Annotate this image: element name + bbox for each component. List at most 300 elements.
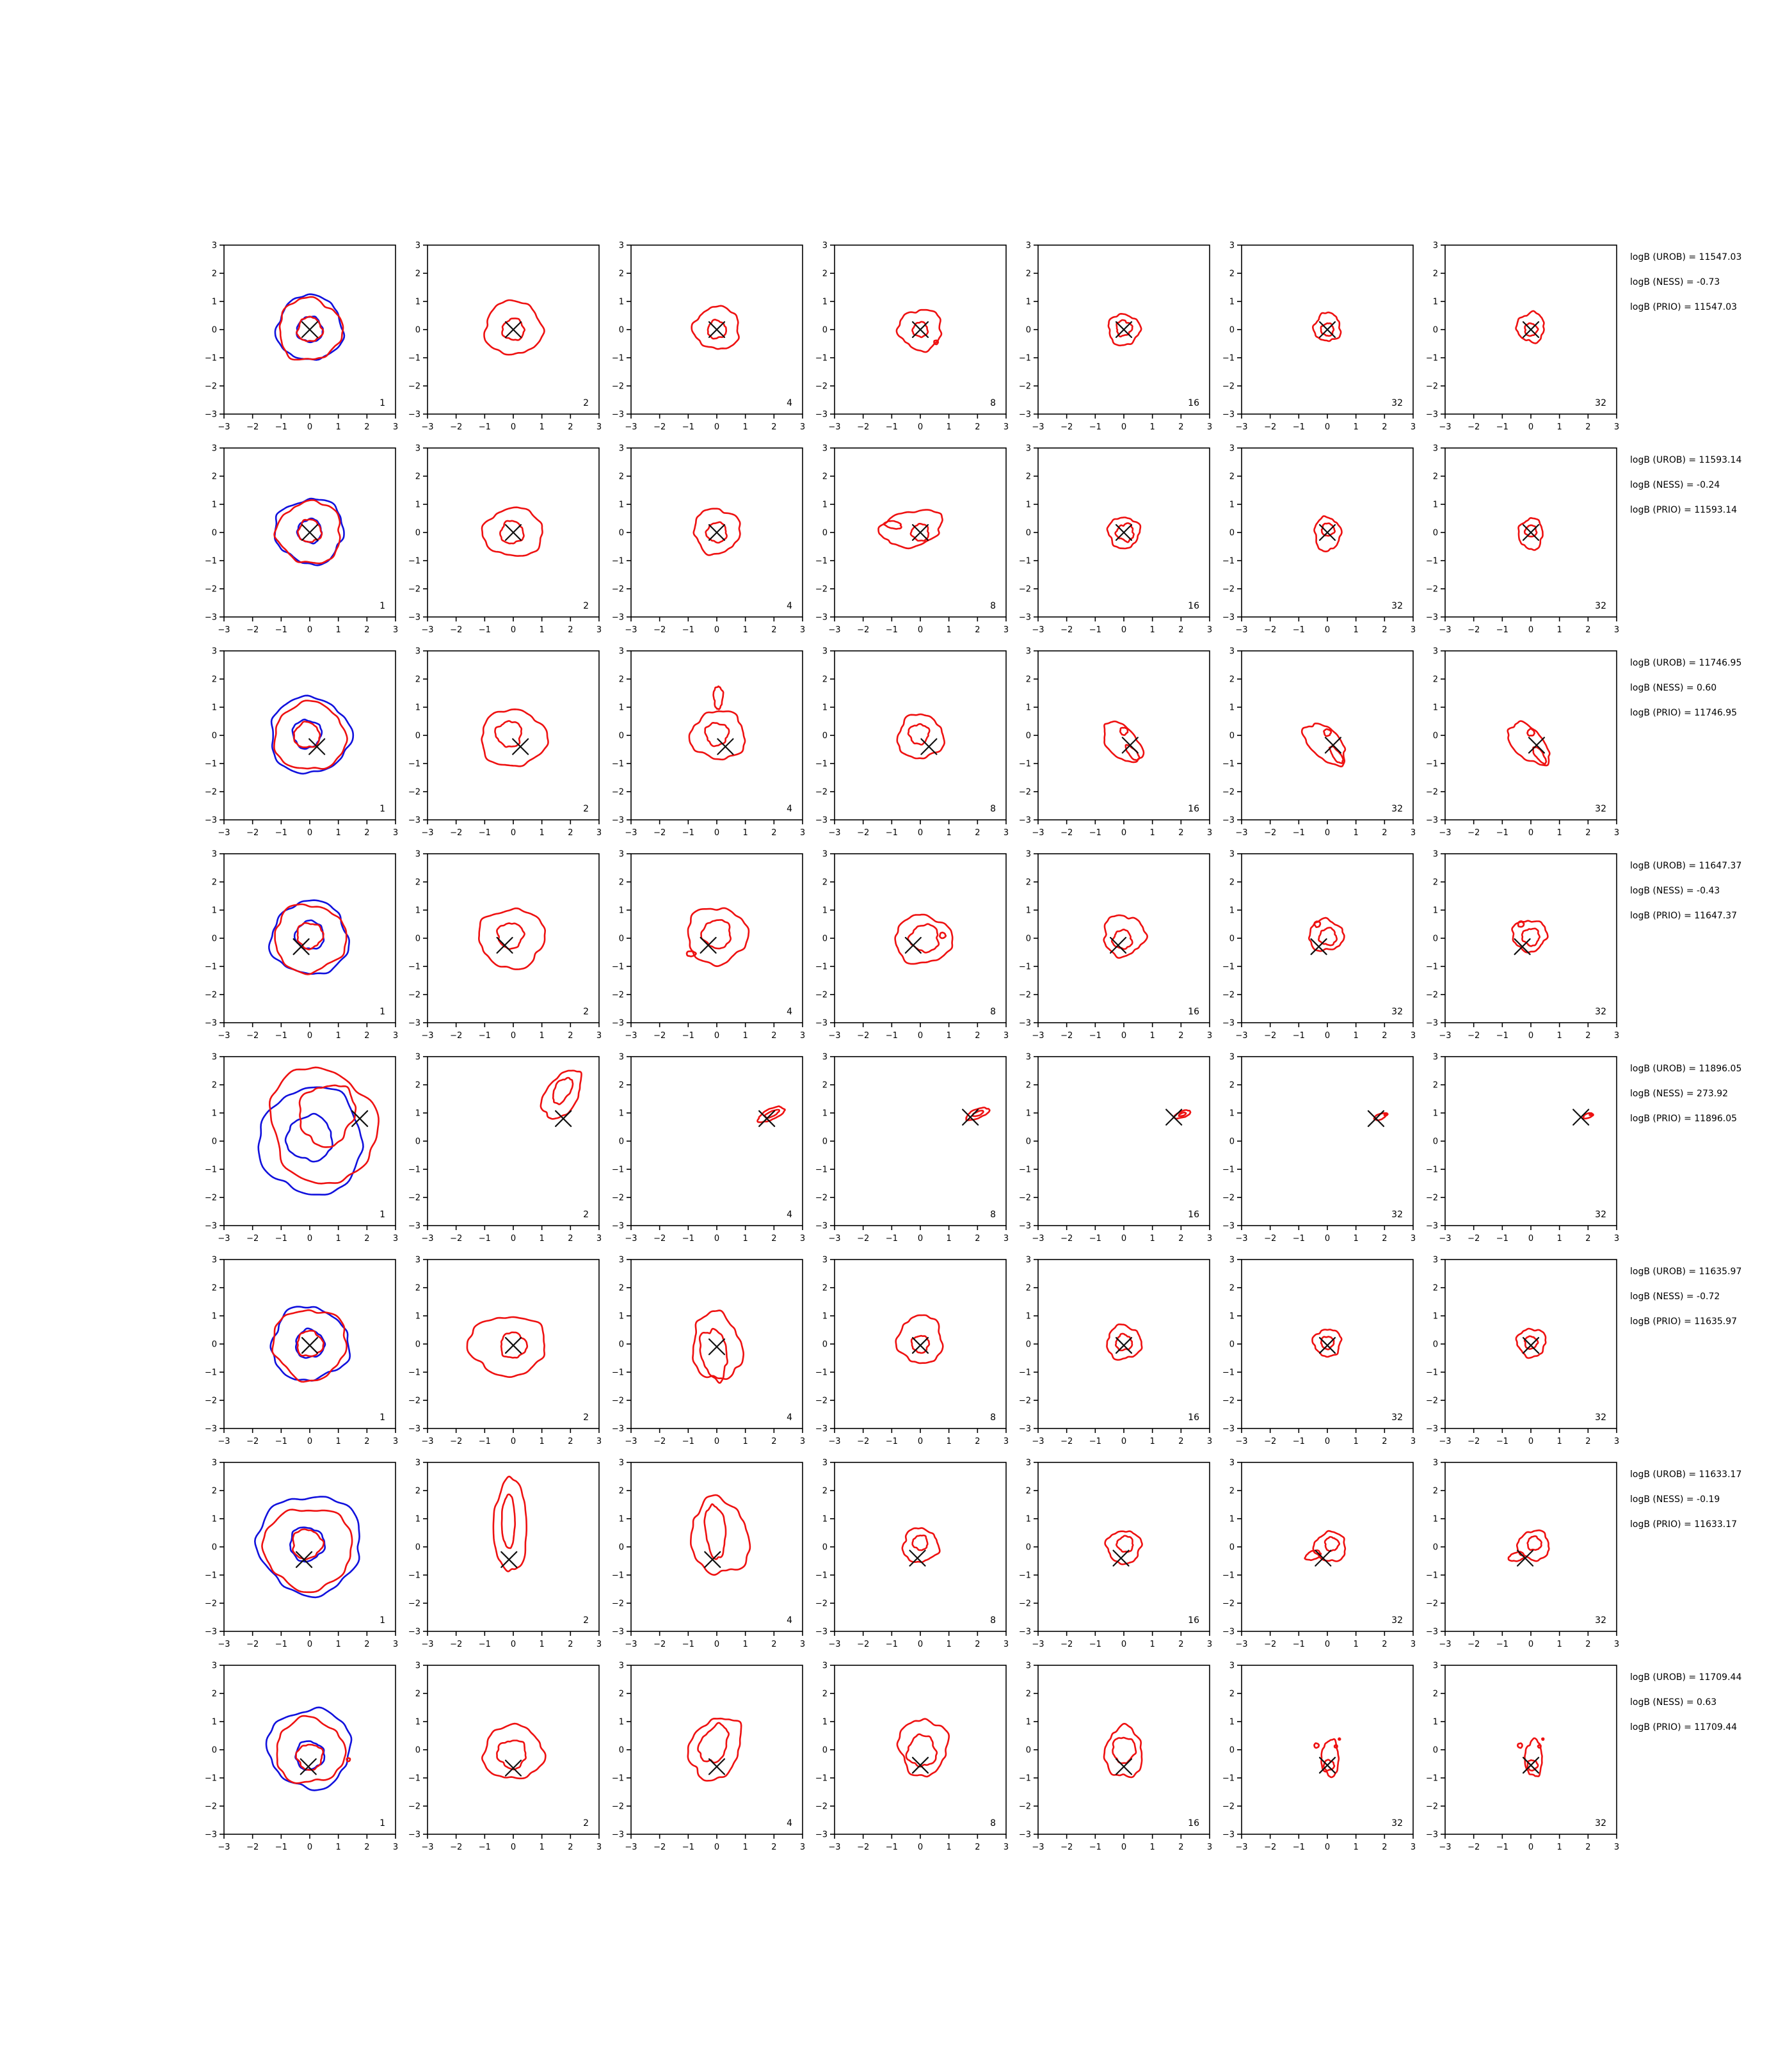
y-tick-label: 3 (822, 646, 828, 657)
x-tick-label: 0 (1121, 1234, 1127, 1244)
y-tick-label: 2 (1229, 675, 1235, 685)
x-tick-label: 3 (1410, 1437, 1416, 1446)
y-tick-label: −3 (815, 612, 828, 623)
x-tick-label: 1 (1556, 1843, 1562, 1852)
y-tick-label: 0 (1025, 528, 1031, 538)
x-tick-label: 0 (510, 1234, 516, 1244)
x-tick-label: −2 (246, 625, 259, 635)
y-tick-label: −1 (408, 759, 420, 769)
y-tick-label: 2 (618, 675, 624, 685)
x-tick-label: 2 (364, 828, 370, 838)
x-tick-label: −3 (1439, 1234, 1452, 1244)
logb-annotation: logB (PRIO) = 11547.03 (1630, 302, 1738, 312)
y-tick-label: 2 (1025, 1486, 1031, 1496)
x-tick-label: −3 (421, 1437, 434, 1446)
axes-spines (224, 854, 396, 1023)
x-tick-label: 2 (771, 422, 777, 432)
x-tick-label: 0 (510, 1843, 516, 1852)
y-tick-label: −3 (204, 612, 217, 623)
y-tick-label: 1 (415, 500, 420, 510)
contour-path (689, 711, 745, 759)
subplot-r5c2 (408, 1053, 602, 1244)
x-tick-label: −2 (450, 1843, 463, 1852)
y-tick-label: 1 (618, 1514, 624, 1524)
contour-path (701, 920, 731, 948)
x-tick-label: 1 (335, 828, 341, 838)
x-tick-label: −2 (857, 422, 870, 432)
y-tick-label: −1 (815, 1368, 828, 1378)
x-tick-label: 2 (364, 422, 370, 432)
y-tick-label: −3 (408, 1018, 420, 1028)
y-tick-label: 2 (415, 1080, 420, 1091)
x-tick-label: −2 (1264, 1031, 1277, 1041)
x-tick-label: −3 (1235, 1640, 1248, 1649)
y-tick-label: 2 (822, 472, 828, 482)
y-tick-label: 0 (822, 1542, 828, 1553)
x-tick-label: −2 (1468, 828, 1480, 838)
x-tick-label: −2 (246, 422, 259, 432)
x-tick-label: −1 (885, 1843, 898, 1852)
subplot-r7c4 (815, 1459, 1009, 1650)
x-tick-label: −3 (1032, 1437, 1044, 1446)
y-tick-label: 2 (618, 1283, 624, 1293)
subplot-r1c5 (1019, 241, 1212, 433)
x-tick-label: 2 (364, 625, 370, 635)
sample-count-label: 32 (1391, 601, 1403, 611)
y-tick-label: −3 (408, 612, 420, 623)
y-tick-label: 3 (211, 849, 217, 860)
subplot-r8c4 (815, 1661, 1009, 1853)
y-tick-label: −3 (1222, 410, 1235, 420)
y-tick-label: 1 (822, 297, 828, 307)
x-tick-label: −3 (828, 625, 841, 635)
y-tick-label: 2 (415, 472, 420, 482)
y-tick-label: −2 (204, 1802, 217, 1812)
x-tick-label: −2 (450, 1640, 463, 1649)
y-tick-label: −1 (408, 353, 420, 364)
y-tick-label: 0 (618, 325, 624, 335)
x-tick-label: −2 (1060, 1031, 1073, 1041)
contour-path (275, 904, 347, 975)
y-tick-label: −1 (815, 1773, 828, 1784)
axes-spines (1445, 1665, 1617, 1834)
subplot-r1c1 (205, 241, 398, 433)
contour-path (1318, 927, 1336, 945)
y-tick-label: −3 (1222, 815, 1235, 826)
x-tick-label: 2 (1585, 625, 1591, 635)
contour-path (1508, 1552, 1524, 1562)
y-tick-label: 2 (1025, 877, 1031, 888)
logb-annotation: logB (NESS) = -0.73 (1630, 277, 1720, 287)
y-tick-label: 2 (1229, 877, 1235, 888)
y-tick-label: 0 (1432, 325, 1438, 335)
x-tick-label: 3 (1206, 828, 1213, 838)
x-tick-label: 3 (596, 828, 602, 838)
y-tick-label: −1 (815, 962, 828, 972)
x-tick-label: −3 (218, 422, 230, 432)
x-tick-label: −3 (1032, 625, 1044, 635)
logb-annotation: logB (NESS) = 0.63 (1630, 1697, 1717, 1708)
x-tick-label: 2 (1585, 1031, 1591, 1041)
y-tick-label: 1 (211, 1311, 217, 1322)
x-tick-label: 1 (946, 1031, 952, 1041)
x-tick-label: 0 (1121, 422, 1127, 432)
x-tick-label: −2 (653, 1843, 666, 1852)
subplot-r5c3 (612, 1053, 805, 1244)
x-tick-label: 2 (771, 1234, 777, 1244)
subplot-r1c7 (1426, 241, 1619, 433)
sample-count-label: 1 (380, 1007, 385, 1017)
x-tick-label: −1 (1496, 1437, 1508, 1446)
x-tick-label: 2 (568, 1437, 573, 1446)
y-tick-label: −2 (1018, 990, 1031, 1000)
x-marker (709, 1339, 724, 1354)
y-tick-label: 3 (618, 1255, 624, 1265)
x-tick-label: 3 (1410, 1031, 1416, 1041)
x-marker (701, 938, 716, 953)
x-tick-label: −2 (653, 1031, 666, 1041)
x-tick-label: 0 (307, 625, 313, 635)
axes-spines (631, 651, 803, 820)
x-tick-label: −2 (450, 422, 463, 432)
y-tick-label: −3 (1222, 1221, 1235, 1231)
x-tick-label: −1 (275, 1031, 287, 1041)
x-tick-label: 3 (1410, 1843, 1416, 1852)
x-tick-label: −1 (1292, 1640, 1305, 1649)
subplot-r7c2 (408, 1459, 602, 1650)
y-tick-label: 3 (822, 241, 828, 251)
y-tick-label: 2 (211, 877, 217, 888)
y-tick-label: 0 (822, 325, 828, 335)
y-tick-label: 0 (1229, 1745, 1235, 1756)
contour-path (906, 1734, 937, 1767)
x-tick-label: 0 (1528, 828, 1534, 838)
x-tick-label: 2 (1585, 422, 1591, 432)
x-tick-label: 1 (1353, 1437, 1359, 1446)
x-tick-label: 2 (975, 828, 980, 838)
sample-count-label: 32 (1595, 1007, 1606, 1017)
y-tick-label: 2 (618, 472, 624, 482)
y-tick-label: 2 (211, 1689, 217, 1699)
axes-spines (224, 1462, 396, 1631)
y-tick-label: 2 (211, 1486, 217, 1496)
logb-annotation: logB (PRIO) = 11593.14 (1630, 505, 1738, 515)
sample-count-label: 4 (787, 1615, 792, 1626)
y-tick-label: −2 (1018, 584, 1031, 595)
x-tick-label: 3 (799, 1437, 806, 1446)
y-tick-label: 3 (415, 1052, 420, 1062)
y-tick-label: 2 (822, 675, 828, 685)
y-tick-label: 1 (415, 906, 420, 916)
x-tick-label: −2 (450, 1234, 463, 1244)
y-tick-label: 3 (822, 849, 828, 860)
y-tick-label: −1 (815, 1165, 828, 1175)
y-tick-label: −3 (815, 1018, 828, 1028)
y-tick-label: 3 (211, 1255, 217, 1265)
y-tick-label: 3 (1229, 444, 1235, 454)
contour-path (1517, 1530, 1549, 1561)
sample-count-label: 4 (787, 1210, 792, 1220)
y-tick-label: 3 (1432, 1661, 1438, 1671)
y-tick-label: 0 (618, 1745, 624, 1756)
subplot-r8c7 (1426, 1661, 1619, 1853)
axes-spines (224, 1665, 396, 1834)
x-tick-label: −1 (1292, 625, 1305, 635)
y-tick-label: −2 (204, 381, 217, 392)
x-tick-label: −2 (1264, 1843, 1277, 1852)
y-tick-label: 1 (1025, 500, 1031, 510)
row-annotations-r4 (1630, 861, 1741, 921)
x-tick-label: 0 (917, 1437, 924, 1446)
y-tick-label: 1 (415, 703, 420, 713)
y-tick-label: 1 (618, 297, 624, 307)
x-tick-label: −3 (828, 1640, 841, 1649)
x-tick-label: 2 (1585, 1234, 1591, 1244)
y-tick-label: −3 (204, 410, 217, 420)
x-tick-label: 1 (1556, 422, 1562, 432)
subplot-r8c5 (1019, 1661, 1212, 1853)
x-tick-label: 0 (917, 1234, 924, 1244)
x-tick-label: −1 (682, 1843, 694, 1852)
x-tick-label: 2 (568, 1843, 573, 1852)
x-tick-label: 2 (1178, 1234, 1184, 1244)
axes-spines (1038, 1057, 1210, 1226)
x-tick-label: −1 (1089, 828, 1101, 838)
y-tick-label: −1 (408, 1368, 420, 1378)
y-tick-label: 1 (822, 1514, 828, 1524)
x-tick-label: 1 (1556, 828, 1562, 838)
y-tick-label: 1 (1229, 906, 1235, 916)
contour-path (266, 1708, 351, 1791)
y-tick-label: 0 (1025, 1137, 1031, 1147)
y-tick-label: 0 (1432, 934, 1438, 944)
y-tick-label: 1 (415, 1514, 420, 1524)
y-tick-label: 2 (211, 1283, 217, 1293)
y-tick-label: −2 (1425, 584, 1438, 595)
x-tick-label: 3 (1003, 1437, 1009, 1446)
x-tick-label: 1 (335, 422, 341, 432)
x-tick-label: −1 (1292, 828, 1305, 838)
x-tick-label: −2 (653, 1234, 666, 1244)
x-tick-label: −1 (682, 1031, 694, 1041)
y-tick-label: 0 (822, 528, 828, 538)
y-tick-label: −3 (1425, 1018, 1438, 1028)
x-tick-label: 3 (1206, 1031, 1213, 1041)
contour-path (691, 1495, 750, 1575)
y-tick-label: −3 (1018, 1627, 1031, 1637)
contour-path (347, 1758, 350, 1761)
x-tick-label: 0 (1528, 1437, 1534, 1446)
y-tick-label: 3 (1229, 1458, 1235, 1468)
x-tick-label: −1 (275, 1640, 287, 1649)
contour-path (1528, 729, 1535, 736)
logb-annotation: logB (UROB) = 11647.37 (1630, 861, 1742, 871)
x-tick-label: 0 (1324, 422, 1331, 432)
x-tick-label: −3 (625, 1437, 637, 1446)
y-tick-label: −2 (611, 990, 624, 1000)
x-tick-label: 3 (596, 625, 602, 635)
axes-spines (1242, 1057, 1413, 1226)
sample-count-label: 32 (1391, 1210, 1403, 1220)
x-tick-label: −3 (1235, 1031, 1248, 1041)
y-tick-label: −1 (1425, 1368, 1438, 1378)
y-tick-label: −2 (1222, 584, 1235, 595)
sample-count-label: 8 (990, 398, 996, 408)
y-tick-label: 3 (618, 241, 624, 251)
contour-path (714, 686, 724, 709)
contour-path (1524, 525, 1537, 537)
x-tick-label: −1 (682, 828, 694, 838)
y-tick-label: −1 (1222, 962, 1235, 972)
sample-count-label: 32 (1391, 804, 1403, 814)
contour-path (1120, 728, 1128, 735)
x-tick-label: −3 (1439, 828, 1452, 838)
x-tick-label: −2 (1060, 1640, 1073, 1649)
y-tick-label: −2 (1425, 1802, 1438, 1812)
y-tick-label: 2 (211, 472, 217, 482)
x-tick-label: 0 (1324, 828, 1331, 838)
x-tick-label: 3 (799, 625, 806, 635)
axes-spines (1242, 854, 1413, 1023)
y-tick-label: −1 (1222, 759, 1235, 769)
y-tick-label: 2 (1432, 1283, 1438, 1293)
x-tick-label: −3 (828, 1031, 841, 1041)
y-tick-label: −1 (611, 1571, 624, 1581)
x-tick-label: 3 (392, 1640, 399, 1649)
subplot-r6c4 (815, 1256, 1009, 1447)
subplot-r4c4 (815, 850, 1009, 1041)
y-tick-label: −1 (611, 353, 624, 364)
y-tick-label: −2 (1425, 990, 1438, 1000)
logb-annotation: logB (UROB) = 11547.03 (1630, 252, 1742, 262)
x-marker (294, 939, 309, 954)
x-tick-label: 3 (392, 1031, 399, 1041)
axes-spines (224, 1057, 396, 1226)
subplot-r3c6 (1222, 647, 1416, 838)
y-tick-label: 3 (211, 1661, 217, 1671)
y-tick-label: 2 (1432, 1689, 1438, 1699)
subplot-r2c2 (408, 444, 602, 636)
x-tick-label: 1 (1149, 1437, 1155, 1446)
y-tick-label: −1 (204, 556, 217, 566)
y-tick-label: −2 (815, 1193, 828, 1203)
x-tick-label: 3 (596, 1437, 602, 1446)
y-tick-label: −3 (815, 815, 828, 826)
y-tick-label: 1 (211, 500, 217, 510)
y-tick-label: 3 (1229, 1052, 1235, 1062)
subplot-r4c1 (205, 850, 398, 1041)
x-tick-label: 3 (1206, 1234, 1213, 1244)
x-tick-label: 1 (1149, 828, 1155, 838)
y-tick-label: −3 (611, 1627, 624, 1637)
x-tick-label: 0 (917, 1640, 924, 1649)
x-tick-label: 0 (1324, 1437, 1331, 1446)
x-tick-label: 1 (1149, 1234, 1155, 1244)
subplot-r5c4 (815, 1053, 1009, 1244)
x-tick-label: 3 (799, 1234, 806, 1244)
x-tick-label: 0 (1528, 422, 1534, 432)
sample-count-label: 8 (990, 1210, 996, 1220)
y-tick-label: −2 (815, 1599, 828, 1609)
y-tick-label: 1 (211, 1717, 217, 1727)
y-tick-label: −2 (815, 787, 828, 797)
y-tick-label: 1 (211, 1514, 217, 1524)
contour-path (895, 915, 953, 964)
x-tick-label: 1 (742, 1437, 748, 1446)
y-tick-label: 2 (1229, 269, 1235, 279)
subplot-r2c5 (1019, 444, 1212, 636)
contour-path (255, 1497, 359, 1597)
axes-spines (631, 1260, 803, 1428)
sample-count-label: 1 (380, 1615, 385, 1626)
sample-count-label: 16 (1188, 1818, 1199, 1828)
x-marker (302, 1338, 317, 1353)
subplot-r3c2 (408, 647, 602, 838)
subplot-r6c5 (1019, 1256, 1212, 1447)
y-tick-label: 2 (1432, 877, 1438, 888)
sample-count-label: 16 (1188, 601, 1199, 611)
y-tick-label: 3 (822, 444, 828, 454)
subplot-r5c6 (1222, 1053, 1416, 1244)
logb-annotation: logB (NESS) = -0.24 (1630, 480, 1720, 490)
y-tick-label: 0 (1229, 1137, 1235, 1147)
x-tick-label: 3 (596, 1843, 602, 1852)
x-tick-label: −1 (478, 422, 491, 432)
subplot-r6c1 (205, 1256, 398, 1447)
x-tick-label: 3 (1003, 828, 1009, 838)
y-tick-label: −3 (408, 1221, 420, 1231)
x-marker (497, 938, 513, 953)
y-tick-label: 3 (1432, 1052, 1438, 1062)
x-tick-label: −1 (1292, 1843, 1305, 1852)
x-tick-label: −2 (246, 1437, 259, 1446)
y-tick-label: 1 (822, 906, 828, 916)
y-tick-label: 0 (415, 528, 420, 538)
x-tick-label: 0 (1324, 1234, 1331, 1244)
y-tick-label: 1 (1432, 1717, 1438, 1727)
x-tick-label: 2 (1178, 625, 1184, 635)
x-tick-label: 3 (1003, 1843, 1009, 1852)
contour-path (1321, 1337, 1334, 1350)
y-tick-label: −1 (204, 1571, 217, 1581)
y-tick-label: −1 (815, 556, 828, 566)
sample-count-label: 8 (990, 1412, 996, 1423)
x-tick-label: −1 (1496, 422, 1508, 432)
x-tick-label: 1 (1149, 1843, 1155, 1852)
y-tick-label: −1 (1425, 556, 1438, 566)
y-tick-label: −2 (408, 584, 420, 595)
y-tick-label: −1 (1222, 1165, 1235, 1175)
y-tick-label: −2 (611, 787, 624, 797)
x-tick-label: −3 (625, 625, 637, 635)
contour-path (1524, 1336, 1538, 1349)
y-tick-label: −1 (1425, 1165, 1438, 1175)
y-tick-label: 0 (415, 1137, 420, 1147)
y-tick-label: −2 (1018, 381, 1031, 392)
y-tick-label: −1 (815, 759, 828, 769)
y-tick-label: 3 (618, 1661, 624, 1671)
y-tick-label: −2 (1222, 381, 1235, 392)
y-tick-label: −1 (611, 962, 624, 972)
contour-path (698, 1723, 729, 1763)
contour-path (467, 1317, 545, 1377)
x-tick-label: 1 (335, 1843, 341, 1852)
contour-path (940, 932, 946, 938)
subplot-r6c2 (408, 1256, 602, 1447)
x-tick-label: −2 (1060, 625, 1073, 635)
y-tick-label: 2 (415, 1283, 420, 1293)
y-tick-label: 0 (211, 934, 217, 944)
